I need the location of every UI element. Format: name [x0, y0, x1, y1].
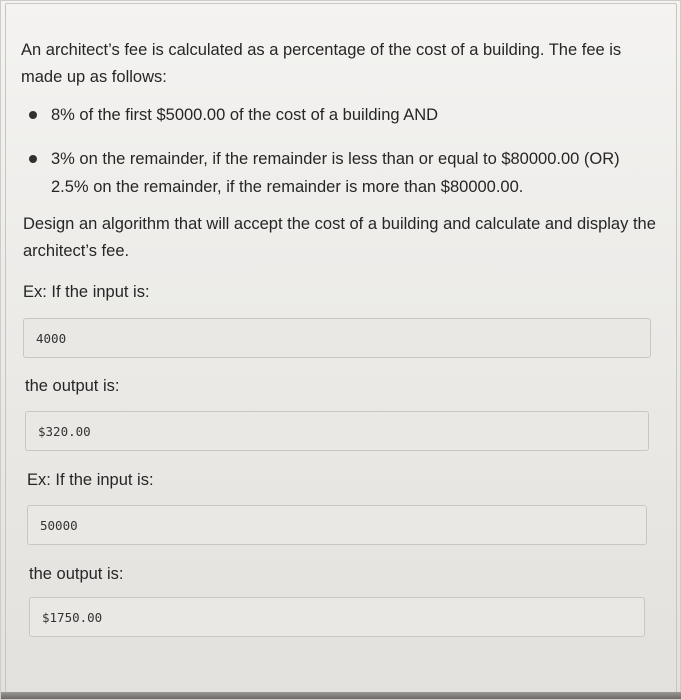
fee-rule-item [23, 145, 663, 201]
example-input-box: 50000 [27, 505, 647, 545]
example-output-label: the output is: [29, 565, 124, 583]
bullet-icon [29, 155, 37, 163]
example-input-label: Ex: If the input is: [23, 283, 150, 301]
example-input-label: Ex: If the input is: [27, 471, 154, 489]
fee-rules-list [23, 101, 663, 201]
fee-rule-line: 8% of the first $5000.00 of the cost of a building AND [51, 106, 439, 124]
example-output-label: the output is: [25, 377, 120, 395]
fee-rule-item [23, 101, 663, 129]
fee-rule-line: 2.5% on the remainder, if the remainder is more than $80000.00. [51, 178, 524, 196]
bottom-edge-strip [1, 692, 681, 699]
example-input-box: 4000 [23, 318, 651, 358]
problem-question: Design an algorithm that will accept the cost of a building and calculate and display the architect’s fee. [23, 215, 656, 260]
fee-rule-line: 3% on the remainder, if the remainder is less than or equal to $80000.00 (OR) [51, 150, 620, 168]
example-output-box: $320.00 [25, 411, 649, 451]
bullet-icon [29, 111, 37, 119]
problem-intro: An architect’s fee is calculated as a percentage of the cost of a building. The fee is made up as follows: [21, 41, 622, 86]
example-output-box: $1750.00 [29, 597, 645, 637]
